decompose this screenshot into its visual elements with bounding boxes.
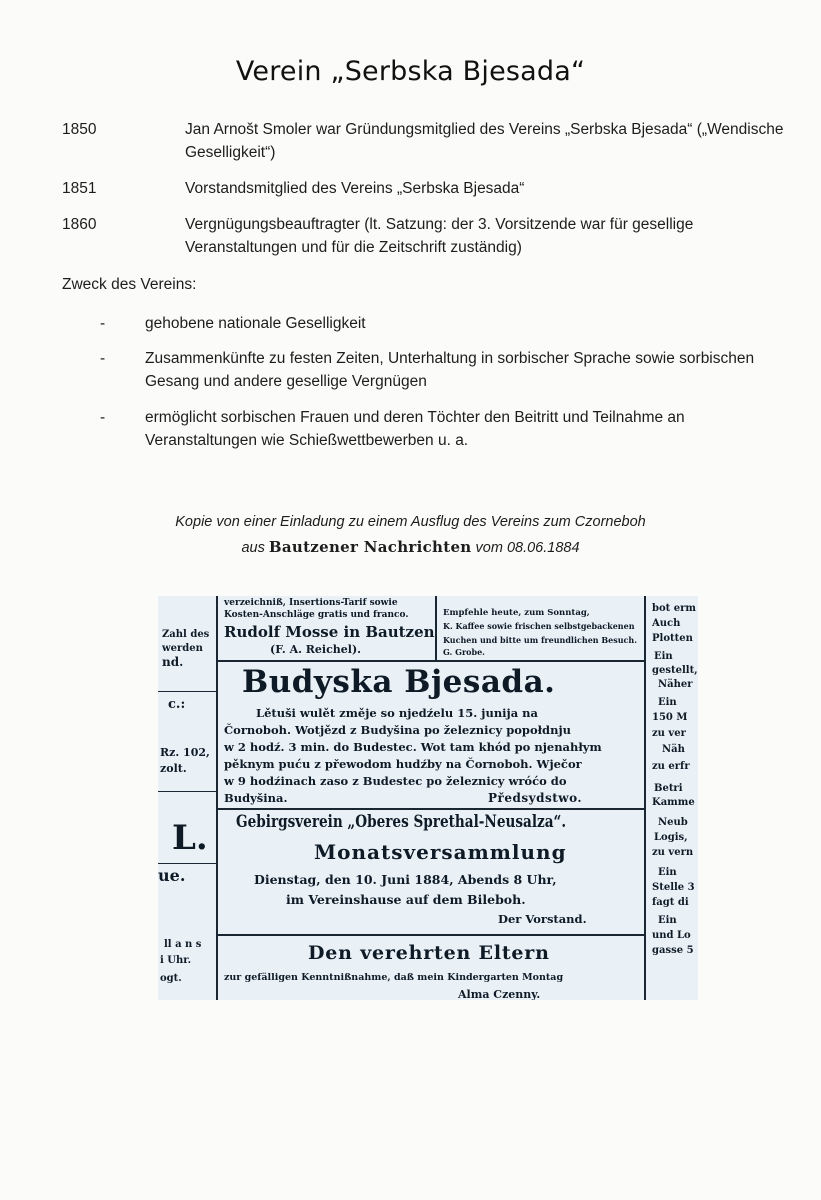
page-title: Verein „Serbska Bjesada“	[235, 56, 586, 87]
clipping-header-left-4: (F. A. Reichel).	[270, 643, 361, 656]
clipping-header-right-3: Kuchen und bitte um freundlichen Besuch. G. Grobe.	[443, 635, 638, 657]
right-col-text: gasse 5	[652, 945, 694, 956]
timeline-year: 1850	[62, 121, 97, 138]
timeline-text: Jan Arnošt Smoler war Gründungsmitglied des Vereins „Serbska Bjesada“ („Wendische Geselligkeit“)	[185, 121, 784, 161]
right-col-text: und Lo	[652, 930, 691, 941]
caption-line-1: Kopie von einer Einladung zu einem Ausflug des Vereins zum Czorneboh	[175, 514, 646, 530]
eltern-sign: Alma Czenny.	[458, 988, 541, 1000]
clipping-header-left-2: Kosten-Anschläge gratis und franco.	[224, 610, 409, 620]
right-col-text: zu ver	[652, 728, 686, 739]
left-col-text: nd.	[162, 655, 184, 669]
gebirgsverein-sign: Der Vorstand.	[498, 912, 587, 926]
right-col-text: Logis,	[654, 832, 688, 843]
eltern-title: Den verehrten Eltern	[308, 942, 550, 964]
left-col-text: Rz. 102,	[160, 746, 210, 759]
caption-line-2	[0, 535, 821, 561]
right-col-text: Ein	[658, 697, 677, 708]
budyska-title: Budyska Bjesada.	[242, 664, 556, 700]
right-col-text: Ein	[654, 651, 673, 662]
left-col-text: ogt.	[160, 973, 182, 984]
left-col-text: ll a n s	[164, 939, 202, 950]
bullet-dash: -	[100, 409, 106, 426]
right-col-text: zu vern	[652, 847, 694, 858]
right-col-text: Ein	[658, 867, 677, 878]
eltern-line: zur gefälligen Kenntnißnahme, daß mein Kindergarten Montag	[224, 972, 564, 983]
bullet-dash: -	[100, 315, 106, 332]
clipping-header-right-2: K. Kaffee sowie frischen selbstgebackenen	[443, 621, 635, 631]
budyska-line: pěknym puću z přewodom hudźby na Čornoboh. Wječor	[224, 757, 582, 771]
timeline-text: Vergnügungsbeauftragter (lt. Satzung: der 3. Vorsitzende war für gesellige Veranstaltungen und für die Zeitschrift zuständig)	[185, 216, 694, 256]
budyska-line: w 9 hodźinach zaso z Budestec po železnicy wróćo do	[224, 774, 567, 788]
budyska-line: Čornoboh. Wotjězd z Budyšina po železnicy popołdnju	[224, 723, 571, 737]
right-col-text: Betri	[654, 783, 683, 794]
left-col-text: werden	[162, 643, 203, 654]
left-col-text: c.:	[168, 697, 186, 712]
purpose-item-text: gehobene nationale Geselligkeit	[145, 315, 366, 332]
budyska-line: Budyšina.	[224, 791, 288, 805]
budyska-line: Lětuši wulět změje so njedźelu 15. junija na	[256, 706, 538, 720]
left-col-text: zolt.	[160, 762, 187, 775]
left-col-text: Zahl des	[162, 629, 210, 640]
left-col-text: i Uhr.	[160, 955, 192, 966]
right-col-text: zu erfr	[652, 761, 690, 772]
newspaper-clipping	[158, 596, 698, 1000]
newspaper-name: Bautzener Nachrichten	[268, 538, 472, 556]
gebirgsverein-title: Gebirgsverein „Oberes Sprethal-Neusalza“.	[236, 812, 567, 832]
right-col-text: gestellt,	[652, 665, 698, 676]
budyska-line: w 2 hodź. 3 min. do Budestec. Wot tam khód po njenahłym	[224, 740, 602, 754]
timeline-text: Vorstandsmitglied des Vereins „Serbska Bjesada“	[185, 180, 525, 197]
clipping-header-left-1: verzeichniß, Insertions-Tarif sowie	[224, 598, 398, 608]
caption-prefix: aus	[241, 540, 269, 556]
budyska-sign: Předsydstwo.	[488, 791, 583, 805]
right-col-text: bot erm	[652, 603, 696, 614]
right-col-text: Stelle 3	[652, 882, 695, 893]
clipping-header-left-3: Rudolf Mosse in Bautzen	[224, 623, 435, 641]
right-col-text: Neub	[658, 817, 688, 828]
gebirgsverein-date: Dienstag, den 10. Juni 1884, Abends 8 Uhr,	[254, 872, 557, 887]
purpose-item-text: Zusammenkünfte zu festen Zeiten, Unterhaltung in sorbischer Sprache sowie sorbischen Gesang und andere gesellige Vergnügen	[145, 350, 755, 390]
bullet-dash: -	[100, 350, 106, 367]
right-col-text: 150 M	[652, 712, 688, 723]
right-col-text: Näh	[662, 744, 685, 755]
caption-date: vom 08.06.1884	[471, 540, 580, 556]
purpose-label: Zweck des Vereins:	[62, 276, 197, 293]
timeline-year: 1860	[62, 216, 97, 233]
right-col-text: fagt di	[652, 897, 689, 908]
left-col-text: L.	[172, 818, 208, 858]
purpose-item-text: ermöglicht sorbischen Frauen und deren Töchter den Beitritt und Teilnahme an Veranstaltungen wie Schießwettbewerben u. a.	[145, 409, 685, 449]
gebirgsverein-subtitle: Monatsversammlung	[314, 840, 567, 864]
gebirgsverein-place: im Vereinshause auf dem Bileboh.	[286, 892, 526, 907]
clipping-header-right-1: Empfehle heute, zum Sonntag,	[443, 608, 590, 618]
right-col-text: Ein	[658, 915, 677, 926]
right-col-text: Auch	[652, 618, 681, 629]
timeline-year: 1851	[62, 180, 97, 197]
left-col-text: ue.	[158, 866, 186, 885]
right-col-text: Kamme	[652, 797, 695, 808]
right-col-text: Näher	[658, 679, 693, 690]
right-col-text: Plotten	[652, 633, 693, 644]
